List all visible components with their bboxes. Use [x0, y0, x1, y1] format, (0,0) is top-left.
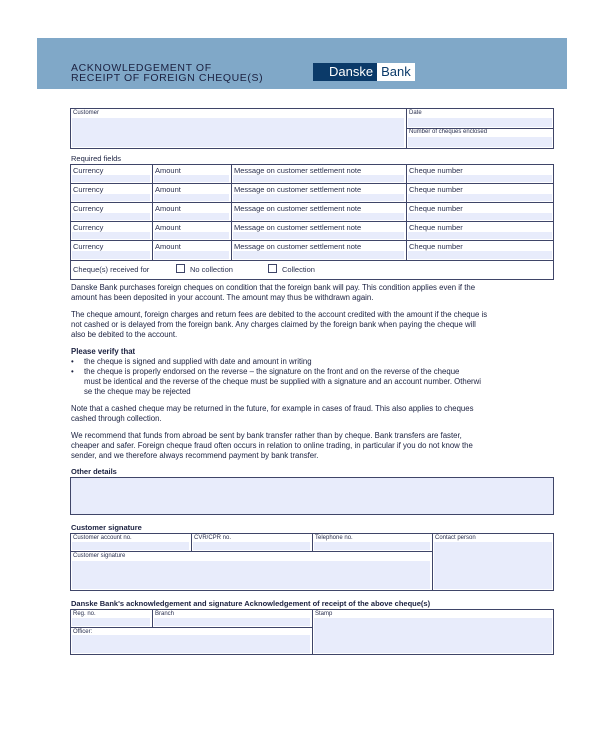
divider [432, 533, 433, 591]
currency-input[interactable] [72, 194, 150, 201]
header-banner [37, 38, 567, 89]
currency-input[interactable] [72, 251, 150, 259]
message-input[interactable] [233, 175, 404, 182]
customer-label: Customer [73, 110, 100, 116]
branch-label: Branch [155, 611, 175, 617]
currency-label: Currency [73, 166, 104, 175]
cheque-number-label: Cheque number [409, 223, 463, 232]
verify-item: the cheque is signed and supplied with date and amount in writing [84, 357, 312, 366]
customer-field[interactable] [72, 118, 404, 147]
text-line: cheaper and safer. Foreign cheque fraud often occurs in relation to online trading, in particular if you do not know the [71, 441, 473, 450]
contact-person-field[interactable] [434, 542, 552, 589]
telephone-label: Telephone no. [315, 535, 353, 541]
cheque-number-input[interactable] [408, 251, 552, 259]
paragraph-purchase-condition [71, 283, 556, 303]
divider [312, 609, 313, 655]
cheque-number-label: Cheque number [409, 166, 463, 175]
paragraph-charges [71, 310, 556, 340]
divider [70, 221, 554, 222]
message-label: Message on customer settlement note [234, 242, 362, 251]
required-fields-heading: Required fields [71, 154, 122, 163]
divider [70, 240, 554, 241]
text-line: sender, and we therefore always recommend payment by bank transfer. [71, 451, 319, 460]
currency-input[interactable] [72, 232, 150, 239]
currency-label: Currency [73, 185, 104, 194]
date-label: Date [409, 110, 422, 116]
no-collection-label: No collection [190, 265, 233, 274]
currency-label: Currency [73, 242, 104, 251]
cheque-number-label: Cheque number [409, 185, 463, 194]
paragraph-returned-cheque [71, 404, 556, 424]
customer-account-label: Customer account no. [73, 535, 132, 541]
divider [312, 533, 313, 551]
title-line-2: RECEIPT OF FOREIGN CHEQUE(S) [71, 72, 264, 84]
amount-input[interactable] [154, 194, 229, 201]
amount-label: Amount [155, 223, 181, 232]
divider [406, 164, 407, 260]
message-label: Message on customer settlement note [234, 223, 362, 232]
reg-no-label: Reg. no. [73, 611, 96, 617]
text-line: must be identical and the reverse of the cheque must be supplied with a signature and an account number. Otherwi [84, 377, 482, 386]
danske-bank-logo [313, 63, 415, 81]
cvr-label: CVR/CPR no. [194, 535, 232, 541]
officer-label: Officer: [73, 629, 93, 635]
amount-input[interactable] [154, 232, 229, 239]
collection-checkbox[interactable] [268, 264, 277, 273]
text-line: amount has been deposited in your account. The amount may thus be withdrawn again. [71, 293, 374, 302]
text-line: not cashed or is delayed from the foreign bank. Any charges claimed by the foreign bank when paying the cheque will [71, 320, 476, 329]
message-input[interactable] [233, 251, 404, 259]
customer-account-field[interactable] [72, 542, 189, 550]
text-line: Note that a cashed cheque may be returned in the future, for example in cases of fraud. This also applies to cheques [71, 404, 474, 413]
cheque-number-label: Cheque number [409, 204, 463, 213]
logo-danske: Danske [313, 63, 377, 81]
received-for-label: Cheque(s) received for [73, 265, 150, 274]
cvr-field[interactable] [193, 542, 310, 550]
cheque-number-input[interactable] [408, 175, 552, 182]
divider [70, 627, 312, 628]
stamp-field[interactable] [314, 618, 552, 653]
amount-label: Amount [155, 204, 181, 213]
text-line: se the cheque may be rejected [84, 387, 191, 396]
text-line: cashed through collection. [71, 414, 162, 423]
message-input[interactable] [233, 232, 404, 239]
divider [70, 183, 554, 184]
num-cheques-label: Number of cheques enclosed [409, 129, 488, 135]
text-line: also be debited to the account. [71, 330, 178, 339]
customer-signature-heading: Customer signature [71, 523, 142, 532]
officer-field[interactable] [72, 635, 310, 653]
message-input[interactable] [233, 213, 404, 220]
divider [191, 533, 192, 551]
text-line: The cheque amount, foreign charges and return fees are debited to the account credited with the amount if the cheque is [71, 310, 488, 319]
form-title [71, 63, 263, 83]
verify-item [84, 367, 556, 397]
currency-input[interactable] [72, 175, 150, 182]
cheque-number-input[interactable] [408, 213, 552, 220]
num-cheques-field[interactable] [408, 137, 552, 147]
amount-label: Amount [155, 185, 181, 194]
other-details-heading: Other details [71, 467, 117, 476]
cheque-number-input[interactable] [408, 232, 552, 239]
bullet-icon: • [71, 367, 74, 376]
currency-label: Currency [73, 204, 104, 213]
divider [152, 164, 153, 260]
signature-label: Customer signature [73, 553, 126, 559]
collection-label: Collection [282, 265, 315, 274]
stamp-label: Stamp [315, 611, 333, 617]
cheque-number-input[interactable] [408, 194, 552, 201]
amount-label: Amount [155, 166, 181, 175]
branch-field[interactable] [154, 618, 310, 626]
divider [70, 202, 554, 203]
currency-input[interactable] [72, 213, 150, 220]
divider [231, 164, 232, 260]
text-line: Danske Bank purchases foreign cheques on condition that the foreign bank will pay. This condition applies even if the [71, 283, 476, 292]
currency-label: Currency [73, 223, 104, 232]
other-details-field[interactable] [70, 477, 554, 515]
message-label: Message on customer settlement note [234, 204, 362, 213]
logo-bank: Bank [377, 63, 415, 81]
verify-heading: Please verify that [71, 347, 136, 356]
contact-person-label: Contact person [435, 535, 476, 541]
signature-field[interactable] [72, 561, 430, 589]
title-line-1: ACKNOWLEDGEMENT OF [71, 62, 212, 74]
message-label: Message on customer settlement note [234, 185, 362, 194]
no-collection-checkbox[interactable] [176, 264, 185, 273]
date-field[interactable] [408, 118, 552, 127]
reg-no-field[interactable] [72, 618, 150, 626]
cheque-number-label: Cheque number [409, 242, 463, 251]
text-line: the cheque is properly endorsed on the reverse – the signature on the front and on the reverse of the cheque [84, 367, 460, 376]
amount-label: Amount [155, 242, 181, 251]
amount-input[interactable] [154, 251, 229, 259]
paragraph-recommendation [71, 431, 556, 461]
message-label: Message on customer settlement note [234, 166, 362, 175]
amount-input[interactable] [154, 175, 229, 182]
bullet-icon: • [71, 357, 74, 366]
divider [70, 551, 432, 552]
amount-input[interactable] [154, 213, 229, 220]
bank-ack-heading: Danske Bank's acknowledgement and signature Acknowledgement of receipt of the above cheque(s) [71, 599, 431, 608]
message-input[interactable] [233, 194, 404, 201]
text-line: We recommend that funds from abroad be sent by bank transfer rather than by cheque. Bank transfers are faster, [71, 431, 462, 440]
divider [152, 609, 153, 627]
divider [70, 260, 554, 261]
telephone-field[interactable] [314, 542, 430, 550]
